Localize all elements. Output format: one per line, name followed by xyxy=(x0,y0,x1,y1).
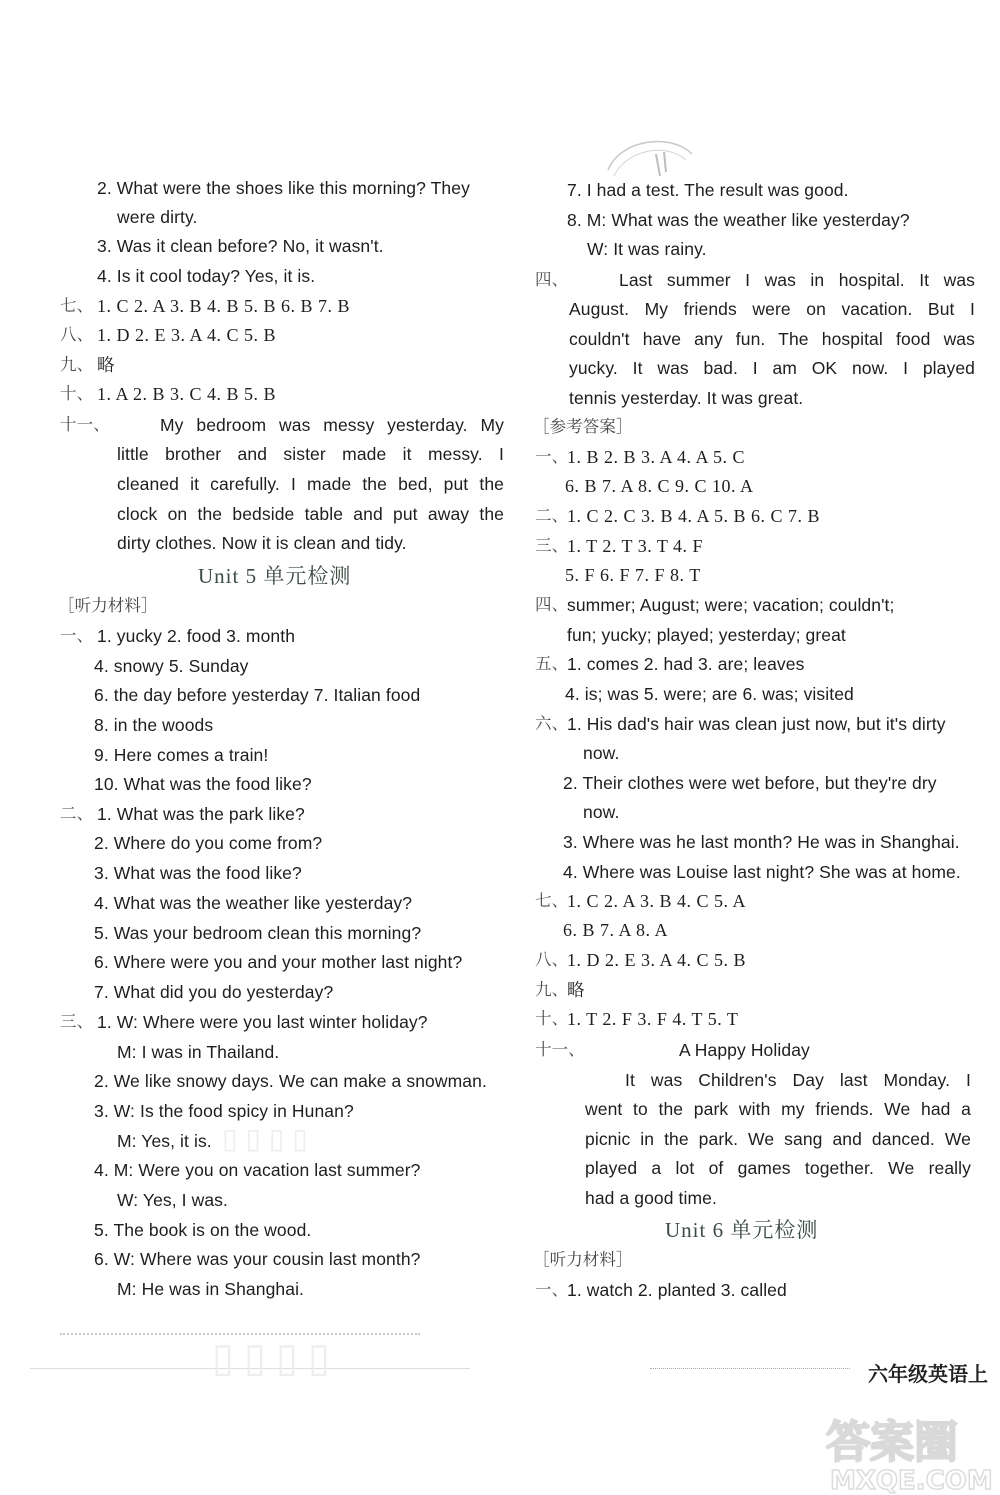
answer-row: 1. D 2. E 3. A 4. C 5. B xyxy=(97,325,277,345)
section-marker: 八、 xyxy=(535,950,569,969)
answer-row: 1. C 2. C 3. B 4. A 5. B 6. C 7. B xyxy=(567,506,821,526)
text-line: 4. snowy 5. Sunday xyxy=(94,656,249,676)
answer-row: summer; August; were; vacation; couldn't; xyxy=(567,595,895,615)
answer-row: 1. His dad's hair was clean just now, but it's dirty xyxy=(567,714,946,734)
answer-row: 6. B 7. A 8. C 9. C 10. A xyxy=(565,476,754,496)
answer-row: now. xyxy=(583,743,620,763)
text-line: 6. W: Where was your cousin last month? xyxy=(94,1249,421,1269)
text-line: M: He was in Shanghai. xyxy=(117,1279,305,1299)
answer-row: 1. T 2. F 3. F 4. T 5. T xyxy=(567,1009,739,1029)
section-marker: 七、 xyxy=(60,296,94,315)
text-line: M: I was in Thailand. xyxy=(117,1042,280,1062)
section-marker: 十一、 xyxy=(60,415,110,434)
unit-5-title: Unit 5 单元检测 xyxy=(198,564,352,588)
unit-6-title: Unit 6 单元检测 xyxy=(665,1218,819,1242)
section-marker: 六、 xyxy=(535,714,569,733)
text-line: 5. The book is on the wood. xyxy=(94,1220,312,1240)
text-line: M: Yes, it is. xyxy=(117,1131,212,1151)
paragraph-line: Last summer I was in hospital. It was xyxy=(619,270,975,290)
text-line: 1. W: Where were you last winter holiday? xyxy=(97,1012,428,1032)
answer-row: 1. A 2. B 3. C 4. B 5. B xyxy=(97,384,277,404)
answer-row: 1. D 2. E 3. A 4. C 5. B xyxy=(567,950,747,970)
section-marker: 四、 xyxy=(535,595,569,614)
watermark-site: MXQE.COM xyxy=(830,1466,993,1495)
paragraph-line: clock on the bedside table and put away the xyxy=(117,504,504,524)
essay-line: picnic in the park. We sang and danced. We xyxy=(585,1129,971,1149)
section-label: ［听力材料］ xyxy=(533,1250,633,1269)
section-marker: 十一、 xyxy=(535,1040,585,1059)
answer-row: now. xyxy=(583,802,620,822)
answer-row: 1. T 2. T 3. T 4. F xyxy=(567,536,704,556)
answer-row: 4. is; was 5. were; are 6. was; visited xyxy=(565,684,854,704)
section-marker: 一、 xyxy=(535,1280,569,1299)
footer-grade-label: 六年级英语上 xyxy=(868,1362,988,1386)
text-line: 3. Was it clean before? No, it wasn't. xyxy=(97,236,384,256)
section-marker: 十、 xyxy=(60,384,94,403)
text-line: 6. Where were you and your mother last night? xyxy=(94,952,463,972)
section-label: ［参考答案］ xyxy=(533,417,633,436)
text-line: W: It was rainy. xyxy=(587,239,707,259)
divider xyxy=(650,1368,850,1369)
essay-line: went to the park with my friends. We had a xyxy=(585,1099,971,1119)
text-line: 9. Here comes a train! xyxy=(94,745,269,765)
text-line: 10. What was the food like? xyxy=(94,774,312,794)
answer-row: 6. B 7. A 8. A xyxy=(563,920,669,940)
text-line: 2. We like snowy days. We can make a snowman. xyxy=(94,1071,487,1091)
paragraph-line: cleaned it carefully. I made the bed, put the xyxy=(117,474,504,494)
section-marker: 一、 xyxy=(535,447,569,466)
answer-row: 3. Where was he last month? He was in Shanghai. xyxy=(563,832,960,852)
answer-row: 4. Where was Louise last night? She was at home. xyxy=(563,862,961,882)
paragraph-line: couldn't have any fun. The hospital food was xyxy=(569,329,975,349)
text-line: 5. Was your bedroom clean this morning? xyxy=(94,923,422,943)
text-line: 7. I had a test. The result was good. xyxy=(567,180,849,200)
ghost-mark: ▯▯▯▯ xyxy=(212,1335,341,1381)
answer-row: 1. C 2. A 3. B 4. C 5. A xyxy=(567,891,747,911)
text-line: 8. in the woods xyxy=(94,715,214,735)
answer-row: 略 xyxy=(97,355,115,375)
section-marker: 二、 xyxy=(535,506,569,525)
text-line: were dirty. xyxy=(117,207,198,227)
section-marker: 九、 xyxy=(535,980,569,999)
section-marker: 四、 xyxy=(535,270,569,289)
text-line: 1. watch 2. planted 3. called xyxy=(567,1280,787,1300)
section-marker: 三、 xyxy=(535,536,569,555)
section-marker: 一、 xyxy=(60,626,94,645)
answer-row: 2. Their clothes were wet before, but they're dry xyxy=(563,773,937,793)
essay-line: played a lot of games together. We really xyxy=(585,1158,971,1178)
section-marker: 七、 xyxy=(535,891,569,910)
paragraph-line: August. My friends were on vacation. But I xyxy=(569,299,975,319)
text-line: 2. What were the shoes like this morning? They xyxy=(97,178,470,198)
watermark-main: 答案圈 xyxy=(826,1417,958,1468)
watermark-logo-icon xyxy=(820,1405,1000,1495)
paragraph-line: dirty clothes. Now it is clean and tidy. xyxy=(117,533,407,553)
section-marker: 八、 xyxy=(60,325,94,344)
text-line: W: Yes, I was. xyxy=(117,1190,228,1210)
text-line: 1. yucky 2. food 3. month xyxy=(97,626,296,646)
answer-row: 1. comes 2. had 3. are; leaves xyxy=(567,654,805,674)
section-marker: 十、 xyxy=(535,1009,569,1028)
text-line: 8. M: What was the weather like yesterday? xyxy=(567,210,910,230)
answer-row: 1. B 2. B 3. A 4. A 5. C xyxy=(567,447,746,467)
paragraph-line: tennis yesterday. It was great. xyxy=(569,388,804,408)
answer-row: 1. C 2. A 3. B 4. B 5. B 6. B 7. B xyxy=(97,296,351,316)
text-line: 3. What was the food like? xyxy=(94,863,302,883)
section-marker: 九、 xyxy=(60,355,94,374)
text-line: 3. W: Is the food spicy in Hunan? xyxy=(94,1101,354,1121)
text-line: 4. M: Were you on vacation last summer? xyxy=(94,1160,421,1180)
section-marker: 五、 xyxy=(535,654,569,673)
essay-line: It was Children's Day last Monday. I xyxy=(625,1070,971,1090)
text-line: 2. Where do you come from? xyxy=(94,833,323,853)
text-line: 4. What was the weather like yesterday? xyxy=(94,893,413,913)
section-marker: 三、 xyxy=(60,1012,94,1031)
text-line: 7. What did you do yesterday? xyxy=(94,982,334,1002)
paragraph-line: yucky. It was bad. I am OK now. I played xyxy=(569,358,975,378)
section-label: ［听力材料］ xyxy=(58,596,158,615)
text-line: 6. the day before yesterday 7. Italian food xyxy=(94,685,421,705)
section-marker: 二、 xyxy=(60,804,94,823)
ghost-mark: ▯▯▯▯ xyxy=(222,1122,316,1155)
essay-line: had a good time. xyxy=(585,1188,717,1208)
answer-row: 5. F 6. F 7. F 8. T xyxy=(565,565,701,585)
answer-row: fun; yucky; played; yesterday; great xyxy=(567,625,846,645)
answer-row: 略 xyxy=(567,980,585,1000)
paragraph-line: little brother and sister made it messy. I xyxy=(117,444,504,464)
text-line: 4. Is it cool today? Yes, it is. xyxy=(97,266,316,286)
text-line: 1. What was the park like? xyxy=(97,804,305,824)
paragraph-line: My bedroom was messy yesterday. My xyxy=(160,415,504,435)
essay-title: A Happy Holiday xyxy=(679,1040,810,1060)
stamp-mark-icon xyxy=(600,132,700,194)
